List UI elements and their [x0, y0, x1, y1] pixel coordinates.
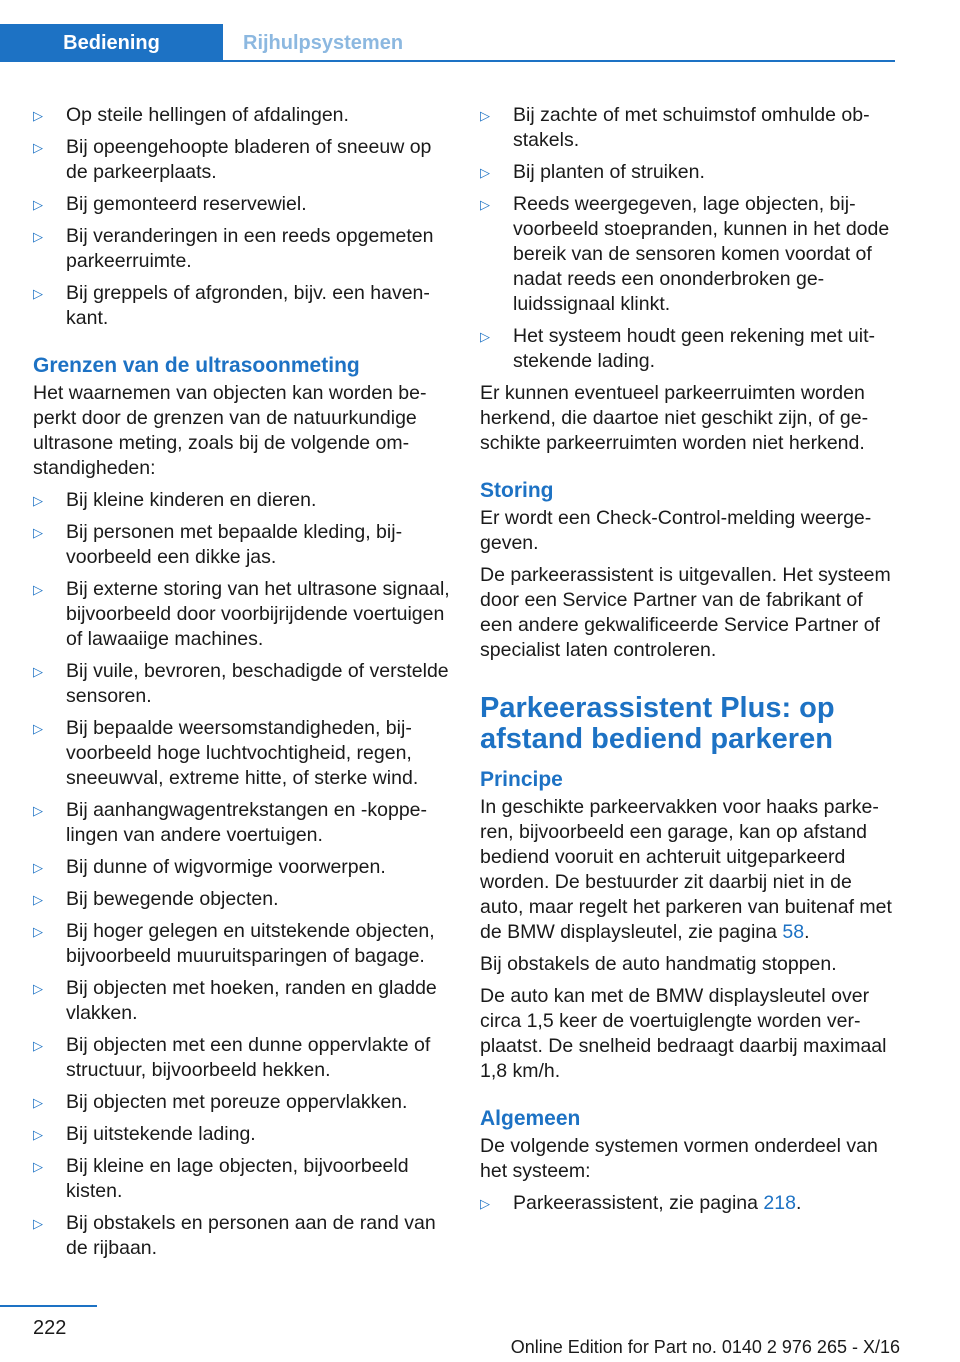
page-header — [0, 0, 960, 62]
list-item: ▷ Bij uitstekende lading. — [33, 1123, 256, 1145]
section-tab-rijhulpsystemen[interactable]: Rijhulpsystemen — [243, 31, 404, 54]
list-item: ▷ Bij personen met bepaalde kleding, bijvoorbeeld een dikke jas. — [33, 521, 403, 568]
list-item: ▷ Bij dunne of wigvormige voorwerpen. — [33, 856, 386, 878]
list-item: ▷ Bij bewegende objecten. — [33, 888, 279, 910]
list-item: ▷ Bij objecten met een dunne oppervlakte of structuur, bijvoorbeeld hekken. — [33, 1034, 431, 1081]
triangle-bullet-icon: ▷ — [33, 582, 43, 597]
header-divider — [0, 60, 895, 62]
paragraph: De volgende systemen vormen onderdeel van het systeem: — [480, 1135, 878, 1182]
list-item: ▷ Bij bepaalde weersomstandigheden, bijvoorbeeld hoge luchtvochtigheid, regen, sneeuwval, extreme hitte, of sterke wind. — [33, 717, 419, 789]
triangle-bullet-icon: ▷ — [480, 165, 490, 180]
paragraph: Er kunnen eventueel parkeerruimten worden herkend, die daartoe niet geschikt zijn, of geschikte parkeerruimten worden niet herkend. — [480, 382, 869, 454]
triangle-bullet-icon: ▷ — [33, 721, 43, 736]
paragraph: In geschikte parkeervakken voor haaks parkeren, bijvoorbeeld een garage, kan op afstand bediend vooruit en achteruit uitgeparkeerd worden. De bestuurder zit daarbij niet in de auto, maar regelt het parkeren van buitenaf met de BMW displaysleutel, zie pagina 58. — [480, 796, 892, 943]
paragraph: Het waarnemen van objecten kan worden beperkt door de grenzen van de natuurkundige ultrasone meting, zoals bij de volgende omstandigheden: — [33, 382, 427, 479]
triangle-bullet-icon: ▷ — [33, 286, 43, 301]
conditions-list-2 — [33, 488, 451, 1261]
left-column — [33, 103, 451, 1268]
list-item: ▷ Bij planten of struiken. — [480, 161, 705, 183]
triangle-bullet-icon: ▷ — [33, 1216, 43, 1231]
triangle-bullet-icon: ▷ — [33, 140, 43, 155]
section-heading-ultrasoon: Grenzen van de ultrasoonmeting — [33, 354, 360, 377]
conditions-list-1 — [33, 103, 451, 331]
triangle-bullet-icon: ▷ — [33, 892, 43, 907]
triangle-bullet-icon: ▷ — [33, 229, 43, 244]
paragraph: De auto kan met de BMW displaysleutel over circa 1,5 keer de voertuiglengte worden verplaatst. De snelheid bedraagt daarbij maximaal 1,8 km/h. — [480, 985, 887, 1082]
section-heading-storing: Storing — [480, 479, 554, 502]
page-number: 222 — [33, 1317, 67, 1339]
triangle-bullet-icon: ▷ — [33, 525, 43, 540]
triangle-bullet-icon: ▷ — [480, 197, 490, 212]
list-item: ▷ Bij veranderingen in een reeds opgemeten parkeerruimte. — [33, 225, 434, 272]
triangle-bullet-icon: ▷ — [33, 493, 43, 508]
section-heading-algemeen: Algemeen — [480, 1107, 581, 1130]
page-link-218[interactable]: 218 — [763, 1192, 796, 1214]
right-column — [480, 103, 898, 1223]
list-item: ▷ Bij aanhangwagentrekstangen en -koppelingen van andere voertuigen. — [33, 799, 428, 846]
list-item: ▷ Bij objecten met hoeken, randen en gladde vlakken. — [33, 977, 437, 1024]
list-item: ▷ Bij greppels of afgronden, bijv. een havenkant. — [33, 282, 430, 329]
list-item: ▷ Bij hoger gelegen en uitstekende objecten, bijvoorbeeld muuruitsparingen of bagage. — [33, 920, 435, 967]
list-item: ▷ Bij externe storing van het ultrasone signaal, bijvoorbeeld door voorbijrijdende voertuigen of lawaaiige machines. — [33, 578, 450, 650]
triangle-bullet-icon: ▷ — [33, 1127, 43, 1142]
list-item: ▷ Het systeem houdt geen rekening met uitstekende lading. — [480, 325, 876, 372]
triangle-bullet-icon: ▷ — [480, 1196, 490, 1211]
triangle-bullet-icon: ▷ — [33, 1095, 43, 1110]
triangle-bullet-icon: ▷ — [33, 981, 43, 996]
triangle-bullet-icon: ▷ — [480, 329, 490, 344]
triangle-bullet-icon: ▷ — [33, 803, 43, 818]
section-heading-principe: Principe — [480, 768, 563, 791]
triangle-bullet-icon: ▷ — [33, 1038, 43, 1053]
triangle-bullet-icon: ▷ — [33, 924, 43, 939]
edition-footer: Online Edition for Part no. 0140 2 976 265 - X/16 — [510, 1337, 900, 1357]
list-item: ▷ Bij vuile, bevroren, beschadigde of verstelde sensoren. — [33, 660, 449, 707]
paragraph: Bij obstakels de auto handmatig stoppen. — [480, 953, 837, 975]
paragraph: De parkeerassistent is uitgevallen. Het systeem door een Service Partner van de fabrikant of een andere gekwalificeerde Service Partner of specialist laten controleren. — [480, 564, 891, 661]
triangle-bullet-icon: ▷ — [33, 860, 43, 875]
list-item: ▷ Op steile hellingen of afdalingen. — [33, 104, 349, 126]
list-item: ▷ Bij obstakels en personen aan de rand van de rijbaan. — [33, 1212, 436, 1259]
triangle-bullet-icon: ▷ — [33, 197, 43, 212]
list-item: ▷ Bij kleine en lage objecten, bijvoorbeeld kisten. — [33, 1155, 409, 1202]
triangle-bullet-icon: ▷ — [33, 664, 43, 679]
triangle-bullet-icon: ▷ — [33, 1159, 43, 1174]
triangle-bullet-icon: ▷ — [33, 108, 43, 123]
list-item: ▷ Parkeerassistent, zie pagina 218. — [480, 1192, 802, 1214]
list-item: ▷ Bij opeengehoopte bladeren of sneeuw op de parkeerplaats. — [33, 136, 432, 183]
footer-divider — [0, 1305, 97, 1307]
chapter-tab-bediening[interactable]: Bediening — [0, 24, 223, 62]
list-item: ▷ Bij gemonteerd reservewiel. — [33, 193, 307, 215]
triangle-bullet-icon: ▷ — [480, 108, 490, 123]
list-item: ▷ Bij zachte of met schuimstof omhulde obstakels. — [480, 104, 870, 151]
page-link-58[interactable]: 58 — [782, 921, 805, 943]
list-item: ▷ Bij kleine kinderen en dieren. — [33, 489, 317, 511]
list-item: ▷ Reeds weergegeven, lage objecten, bijvoorbeeld stoepranden, kunnen in het dode bereik van de sensoren komen voordat of nadat reeds een ononderbroken geluidssignaal klinkt. — [480, 193, 890, 315]
systems-list — [480, 1191, 898, 1216]
paragraph: Er wordt een Check-Control-melding weergegeven. — [480, 507, 872, 554]
list-item: ▷ Bij objecten met poreuze oppervlakken. — [33, 1091, 408, 1113]
conditions-list-3 — [480, 103, 898, 374]
chapter-heading-parkeerassistent-plus: Parkeerassistent Plus: op afstand bediend parkeren — [480, 692, 835, 755]
